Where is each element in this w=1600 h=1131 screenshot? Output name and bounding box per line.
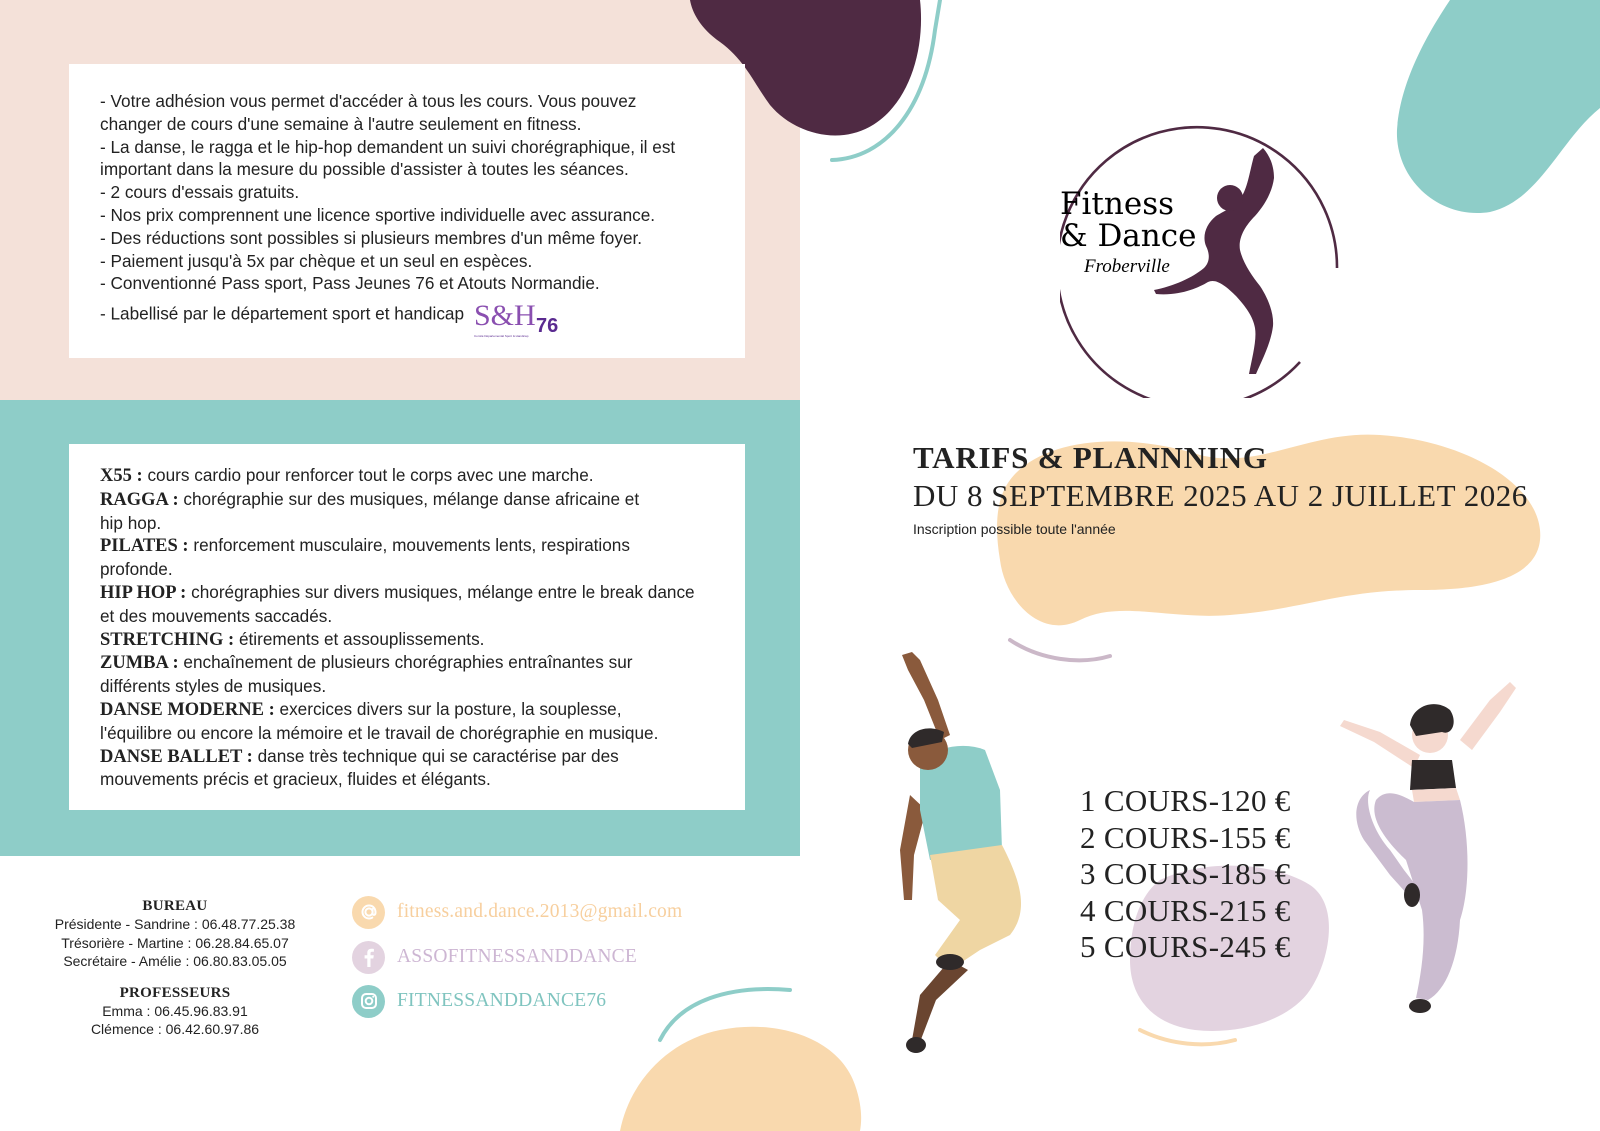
course-desc: exercices divers sur la posture, la souplesse, l'équilibre ou encore la mémoire et le travail de chorégraphie en musique. xyxy=(100,698,659,743)
contact-instagram-text: FITNESSANDDANCE76 xyxy=(397,990,607,1011)
club-logo xyxy=(1060,108,1360,398)
contact-instagram[interactable] xyxy=(352,984,606,1018)
course-item xyxy=(100,698,698,745)
professeur-member: Emma : 06.45.96.83.91 xyxy=(102,1002,248,1019)
course-desc: danse très technique qui se caractérise par des mouvements précis et gracieux, fluides et élégants. xyxy=(100,745,619,790)
course-name: DANSE BALLET : xyxy=(100,746,253,767)
facebook-icon xyxy=(352,941,385,974)
course-name: X55 : xyxy=(100,466,143,486)
price-item: 5 COURS-245 € xyxy=(1080,929,1291,964)
rule-line: - 2 cours d'essais gratuits. xyxy=(100,182,300,203)
bureau-member: Trésorière - Martine : 06.28.84.65.07 xyxy=(61,934,289,951)
course-desc: étirements et assouplissements. xyxy=(238,628,485,649)
bureau-title: BUREAU xyxy=(142,898,208,914)
logo-line2: & Dance xyxy=(1060,218,1197,254)
course-item xyxy=(100,534,680,581)
at-icon xyxy=(352,896,385,929)
teal-blob-right xyxy=(1397,0,1600,213)
sh-logo-num: 76 xyxy=(536,315,559,338)
course-desc: enchaînement de plusieurs chorégraphies entraînantes sur différents styles de musiques. xyxy=(100,652,633,697)
course-name: STRETCHING : xyxy=(100,629,235,650)
logo-sub: Froberville xyxy=(1084,256,1170,277)
tarifs-title: TARIFS & PLANNNING xyxy=(913,440,1268,475)
course-desc: chorégraphie sur des musiques, mélange danse africaine et hip hop. xyxy=(100,488,640,533)
price-list xyxy=(1080,783,1291,966)
bureau-member: Présidente - Sandrine : 06.48.77.25.38 xyxy=(54,916,296,932)
course-name: HIP HOP : xyxy=(100,582,187,603)
rule-label-text: - Labellisé par le département sport et handicap xyxy=(100,303,465,324)
course-name: DANSE MODERNE : xyxy=(100,699,275,720)
contact-facebook-text: ASSOFITNESSANDDANCE xyxy=(397,946,637,967)
price-item: 3 COURS-185 € xyxy=(1080,856,1291,891)
professeurs-title: PROFESSEURS xyxy=(119,984,231,1001)
courses-card xyxy=(69,444,745,810)
rule-line: important dans la mesure du possible d'assister à toutes les séances. xyxy=(100,159,629,180)
course-name: PILATES : xyxy=(100,536,189,557)
rule-line: - Paiement jusqu'à 5x par chèque et un seul en espèces. xyxy=(100,250,533,271)
course-item xyxy=(100,581,695,628)
rule-line-label xyxy=(100,295,715,339)
female-dancer-illustration xyxy=(1330,670,1530,1040)
rule-line: - Des réductions sont possibles si plusieurs membres d'un même foyer. xyxy=(100,227,643,248)
logo-line1: Fitness xyxy=(1060,186,1175,222)
bureau-member: Secrétaire - Amélie : 06.80.83.05.05 xyxy=(63,953,287,969)
price-item: 4 COURS-215 € xyxy=(1080,892,1291,928)
rule-line: - Conventionné Pass sport, Pass Jeunes 76 et Atouts Normandie. xyxy=(100,273,600,294)
sh-logo-small: Comité Départemental Sport & Handicap xyxy=(474,334,529,339)
course-item xyxy=(100,488,660,535)
course-item xyxy=(100,651,680,698)
professeur-member: Clémence : 06.42.60.97.86 xyxy=(90,1021,260,1037)
course-name: RAGGA : xyxy=(100,489,179,510)
contact-email-text: fitness.and.dance.2013@gmail.com xyxy=(397,901,683,922)
course-desc: chorégraphies sur divers musiques, mélange entre le break dance et des mouvements saccadés. xyxy=(100,581,695,626)
rule-line: - La danse, le ragga et le hip-hop demandent un suivi chorégraphique, il est xyxy=(100,136,676,157)
course-name: ZUMBA : xyxy=(100,653,179,674)
rule-line: - Nos prix comprennent une licence sportive individuelle avec assurance. xyxy=(100,204,656,225)
rule-line: changer de cours d'une semaine à l'autre seulement en fitness. xyxy=(100,113,582,134)
course-item xyxy=(100,464,715,488)
sh76-logo xyxy=(474,299,566,339)
contact-email[interactable] xyxy=(352,895,682,929)
contact-facebook[interactable] xyxy=(352,940,637,974)
dancer-silhouette-logo xyxy=(1154,148,1274,374)
sh-logo-main: S&H xyxy=(474,299,536,333)
price-item: 1 COURS-120 € xyxy=(1080,783,1291,818)
season-dates: DU 8 SEPTEMBRE 2025 AU 2 JUILLET 2026 xyxy=(913,478,1528,513)
course-desc: cours cardio pour renforcer tout le corps avec une marche. xyxy=(147,465,594,485)
peach-blob-bottom xyxy=(620,1027,861,1131)
price-item: 2 COURS-155 € xyxy=(1080,819,1291,855)
male-dancer-illustration xyxy=(890,650,1050,1080)
rules-card xyxy=(69,64,745,358)
inscription-note: Inscription possible toute l'année xyxy=(913,521,1116,537)
bureau-section xyxy=(30,897,320,1039)
course-item xyxy=(100,628,715,652)
rule-line: - Votre adhésion vous permet d'accéder à tous les cours. Vous pouvez xyxy=(100,91,637,111)
instagram-icon xyxy=(352,985,385,1018)
peach-arc xyxy=(1140,1030,1235,1044)
course-item xyxy=(100,745,665,792)
course-desc: renforcement musculaire, mouvements lents, respirations profonde. xyxy=(100,535,630,580)
